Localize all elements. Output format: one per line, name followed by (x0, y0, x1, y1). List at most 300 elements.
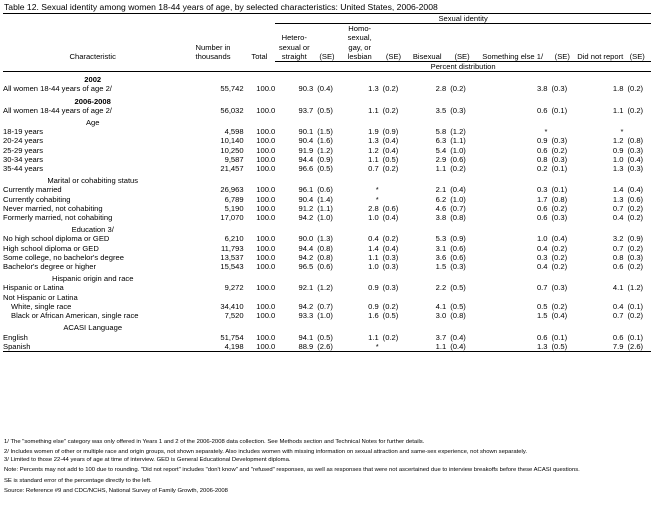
se-cell: (1.0) (317, 213, 333, 223)
homo-cell: 0.7 (368, 164, 379, 174)
header-total: Total (251, 52, 268, 62)
total-cell (244, 293, 276, 302)
did-not-report-cell: 1.0 (612, 154, 624, 164)
empty-cell (341, 222, 379, 234)
se-cell: (0.2) (551, 301, 568, 311)
hetero-cell: 94.2 (298, 252, 314, 262)
data-table (3, 13, 651, 352)
did-not-report-cell: 0.7 (612, 203, 624, 213)
se-cell (548, 127, 578, 136)
empty-cell (478, 222, 548, 234)
empty-cell (379, 115, 409, 127)
table-row (3, 155, 651, 164)
something-else-cell: 0.7 (536, 283, 548, 293)
something-else-cell: 1.0 (536, 234, 548, 244)
empty-cell (623, 173, 651, 185)
number-cell: 5,190 (224, 203, 244, 213)
empty-cell (548, 72, 578, 85)
empty-cell (275, 222, 313, 234)
hetero-cell: 91.2 (298, 203, 314, 213)
footnotes (4, 439, 650, 498)
empty-cell (478, 173, 548, 185)
empty-cell (341, 320, 379, 332)
se-cell: (0.6) (450, 243, 466, 253)
header-se: (SE) (319, 51, 335, 61)
row-label: Bachelor's degree or higher (3, 262, 97, 272)
se-cell: (0.2) (627, 262, 644, 272)
empty-cell (478, 320, 548, 332)
table-row (3, 333, 651, 342)
number-cell: 17,070 (220, 213, 244, 223)
total-cell: 100.0 (256, 164, 276, 174)
table-row (3, 195, 651, 204)
header-homo: Homo- sexual, gay, or lesbian (347, 24, 372, 61)
total-cell: 100.0 (256, 243, 276, 253)
header-sexual-identity: Sexual identity (275, 14, 651, 24)
empty-cell (548, 222, 578, 234)
section-heading: Marital or cohabiting status (47, 176, 139, 186)
se-cell: (0.3) (551, 136, 568, 146)
number-cell: 6,789 (224, 194, 244, 204)
se-cell: (0.8) (450, 311, 466, 321)
se-cell: (2.6) (623, 342, 651, 352)
something-else-cell: 3.8 (536, 84, 548, 94)
empty-cell (182, 173, 243, 185)
did-not-report-cell: 0.4 (612, 213, 624, 223)
total-cell: 100.0 (256, 145, 276, 155)
empty-cell (548, 173, 578, 185)
did-not-report-cell: 1.3 (612, 164, 624, 174)
row-label: 35-44 years (3, 164, 44, 174)
se-cell: (0.4) (551, 234, 568, 244)
bisexual-cell: 4.6 (435, 203, 447, 213)
empty-cell (408, 115, 446, 127)
empty-cell (623, 320, 651, 332)
bisexual-cell: 6.3 (435, 136, 447, 146)
se-cell: (0.7) (317, 301, 333, 311)
empty-cell (341, 94, 379, 106)
section-heading: 2006-2008 (74, 96, 111, 106)
table-row (3, 204, 651, 213)
empty-cell (275, 115, 313, 127)
empty-cell (182, 320, 243, 332)
something-else-cell: 0.6 (536, 213, 548, 223)
se-cell: (0.6) (450, 252, 466, 262)
header-percent-distribution: Percent distribution (275, 62, 651, 72)
table-row (3, 302, 651, 311)
number-cell (182, 293, 243, 302)
number-cell: 6,210 (224, 234, 244, 244)
se-cell: (0.8) (450, 213, 466, 223)
se-cell: (0.3) (551, 283, 568, 293)
hetero-cell: 96.5 (298, 262, 314, 272)
number-cell: 51,754 (220, 332, 244, 342)
homo-cell: 1.4 (368, 243, 379, 253)
empty-cell (379, 94, 409, 106)
empty-cell (548, 115, 578, 127)
se-cell: (0.8) (317, 252, 333, 262)
empty-cell (182, 72, 243, 85)
did-not-report-cell: 0.7 (612, 311, 624, 321)
something-else-cell: 1.5 (536, 311, 548, 321)
total-cell: 100.0 (256, 332, 276, 342)
se-cell: (0.1) (627, 301, 644, 311)
homo-cell: 1.1 (368, 332, 379, 342)
bisexual-cell: 5.8 (435, 127, 447, 137)
se-cell: (1.1) (317, 203, 333, 213)
number-cell: 21,457 (220, 164, 244, 174)
empty-cell (446, 222, 478, 234)
se-cell: (0.5) (317, 164, 333, 174)
row-label: Formerly married, not cohabiting (3, 213, 113, 223)
se-cell: (1.4) (317, 194, 333, 204)
number-cell: 4,598 (224, 127, 244, 137)
empty-cell (313, 115, 340, 127)
table-row (3, 244, 651, 253)
se-cell: (0.2) (551, 262, 568, 272)
header-se: (SE) (629, 51, 645, 61)
row-label: English (3, 332, 28, 342)
se-cell: (0.6) (450, 154, 466, 164)
table-row (3, 146, 651, 155)
empty-cell (244, 115, 276, 127)
row-label: Currently married (3, 185, 62, 195)
number-cell: 10,250 (220, 145, 244, 155)
se-cell: (0.3) (627, 145, 644, 155)
total-cell: 100.0 (256, 262, 276, 272)
empty-cell (478, 271, 548, 283)
header-hetero: Hetero- sexual or straight (278, 33, 310, 61)
se-cell: (0.6) (627, 194, 644, 204)
homo-cell: 1.3 (368, 136, 379, 146)
hetero-cell: 88.9 (275, 342, 313, 352)
se-cell: (1.2) (450, 127, 466, 137)
something-else-cell: 1.7 (536, 194, 548, 204)
empty-cell (446, 94, 478, 106)
empty-cell (408, 222, 446, 234)
hetero-cell: 94.1 (298, 332, 314, 342)
se-cell: (0.2) (382, 105, 399, 115)
did-not-report-cell: 1.1 (612, 105, 624, 115)
bisexual-cell (408, 293, 446, 302)
se-cell: (1.0) (450, 194, 466, 204)
se-cell (623, 127, 651, 136)
se-cell: (0.2) (551, 145, 568, 155)
hetero-cell: 93.7 (298, 105, 314, 115)
did-not-report-cell: 1.2 (612, 136, 624, 146)
number-cell: 9,272 (224, 283, 244, 293)
se-cell: (1.2) (317, 283, 333, 293)
hetero-cell: 90.1 (298, 127, 314, 137)
homo-cell: 1.1 (368, 252, 379, 262)
se-cell: (0.2) (382, 164, 399, 174)
did-not-report-cell: 0.4 (612, 301, 624, 311)
total-cell: 100.0 (256, 234, 276, 244)
se-cell (379, 185, 409, 194)
total-cell: 100.0 (256, 311, 276, 321)
did-not-report-cell: 1.3 (612, 194, 624, 204)
homo-cell (341, 293, 379, 302)
homo-cell: 1.1 (368, 105, 379, 115)
number-cell: 55,742 (220, 84, 244, 94)
se-cell: (0.6) (317, 185, 333, 195)
se-cell: (0.5) (382, 154, 399, 164)
se-cell: (0.8) (627, 136, 644, 146)
empty-cell (379, 173, 409, 185)
empty-cell (577, 271, 623, 283)
empty-cell (623, 72, 651, 85)
se-cell: (1.5) (317, 127, 333, 137)
empty-cell (244, 222, 276, 234)
empty-cell (623, 94, 651, 106)
hetero-cell: 94.4 (298, 154, 314, 164)
se-cell (313, 293, 340, 302)
number-cell: 15,543 (220, 262, 244, 272)
homo-cell: 1.6 (368, 311, 379, 321)
section-heading: Hispanic origin and race (51, 274, 134, 284)
did-not-report-cell: 0.6 (612, 332, 624, 342)
empty-cell (313, 72, 340, 85)
bisexual-cell: 3.8 (435, 213, 447, 223)
hetero-cell: 96.6 (298, 164, 314, 174)
homo-cell: * (341, 342, 379, 352)
empty-cell (577, 72, 623, 85)
se-cell: (0.2) (450, 84, 466, 94)
number-cell: 26,963 (220, 185, 244, 195)
empty-cell (478, 72, 548, 85)
se-cell: (0.8) (317, 243, 333, 253)
bisexual-cell: 3.6 (435, 252, 447, 262)
total-cell: 100.0 (256, 283, 276, 293)
total-cell: 100.0 (256, 301, 276, 311)
se-cell: (0.4) (627, 154, 644, 164)
total-cell: 100.0 (256, 252, 276, 262)
se-cell: (0.5) (450, 301, 466, 311)
row-label: All women 18-44 years of age 2/ (3, 84, 112, 94)
se-cell: (0.4) (382, 136, 399, 146)
se-cell: (0.3) (382, 252, 399, 262)
se-cell: (0.1) (551, 105, 568, 115)
se-cell: (0.4) (382, 213, 399, 223)
number-cell: 10,140 (220, 136, 244, 146)
row-label: Never married, not cohabiting (3, 203, 103, 213)
row-label: Spanish (3, 342, 182, 352)
table-row (3, 84, 651, 93)
bisexual-cell: 3.5 (435, 105, 447, 115)
row-label: White, single race (11, 301, 72, 311)
homo-cell: 0.4 (368, 234, 379, 244)
empty-cell (577, 173, 623, 185)
table-row (3, 342, 651, 352)
something-else-cell: 1.3 (478, 342, 548, 352)
empty-cell (313, 222, 340, 234)
empty-cell (244, 94, 276, 106)
homo-cell: 1.9 (368, 127, 379, 137)
hetero-cell: 96.1 (298, 185, 314, 195)
row-label: 18-19 years (3, 127, 44, 137)
se-cell: (0.2) (627, 311, 644, 321)
se-cell: (0.2) (450, 164, 466, 174)
empty-cell (275, 72, 313, 85)
hetero-cell: 94.2 (298, 213, 314, 223)
bisexual-cell: 4.1 (435, 301, 447, 311)
bisexual-cell: 2.1 (435, 185, 447, 195)
homo-cell: * (375, 194, 379, 204)
se-cell: (0.2) (382, 301, 399, 311)
table-row (3, 311, 651, 320)
empty-cell (379, 271, 409, 283)
se-cell: (0.2) (627, 105, 644, 115)
se-cell: (0.9) (450, 234, 466, 244)
empty-cell (275, 271, 313, 283)
empty-cell (341, 115, 379, 127)
se-cell: (0.3) (627, 252, 644, 262)
footnote: Note: Percents may not add to 100 due to rounding. "Did not report" includes "don't know" and "refused" responses, as well as responses that were not ascertained due to interview breakoffs before these ACASI questions. (4, 467, 580, 474)
row-label: 25-29 years (3, 145, 44, 155)
empty-cell (313, 320, 340, 332)
something-else-cell: 0.9 (536, 136, 548, 146)
empty-cell (623, 222, 651, 234)
empty-cell (313, 94, 340, 106)
number-cell: 4,198 (182, 342, 243, 352)
header-number: Number in thousands (195, 43, 231, 62)
bisexual-cell: 3.1 (435, 243, 447, 253)
empty-cell (275, 320, 313, 332)
something-else-cell: * (544, 127, 548, 137)
row-label: Some college, no bachelor's degree (3, 252, 124, 262)
se-cell: (0.1) (627, 332, 644, 342)
se-cell: (0.2) (382, 234, 399, 244)
se-cell: (0.3) (382, 283, 399, 293)
se-cell: (0.9) (627, 234, 644, 244)
empty-cell (577, 320, 623, 332)
se-cell (446, 293, 478, 302)
header-something-else: Something else 1/ (482, 51, 544, 61)
se-cell: (1.3) (317, 234, 333, 244)
se-cell: (0.1) (551, 185, 568, 195)
se-cell: (2.6) (313, 342, 340, 352)
se-cell: (0.3) (382, 262, 399, 272)
empty-cell (408, 173, 446, 185)
se-cell: (0.5) (382, 311, 399, 321)
se-cell: (1.1) (450, 136, 466, 146)
se-cell: (0.4) (627, 185, 644, 195)
row-label: All women 18-44 years of age 2/ (3, 105, 112, 115)
se-cell: (0.9) (317, 154, 333, 164)
se-cell: (0.3) (551, 154, 568, 164)
total-cell: 100.0 (256, 105, 276, 115)
hetero-cell: 94.2 (298, 301, 314, 311)
se-cell: (1.0) (450, 145, 466, 155)
section-heading: Age (85, 118, 100, 128)
hetero-cell: 90.3 (298, 84, 314, 94)
footnote: 3/ Limited to those 22-44 years of age at time of interview. GED is General Educational Development diploma. (4, 456, 291, 463)
hetero-cell: 91.9 (298, 145, 314, 155)
homo-cell: 1.0 (368, 213, 379, 223)
hetero-cell: 90.4 (298, 136, 314, 146)
empty-cell (182, 271, 243, 283)
table-row (3, 164, 651, 173)
empty-cell (408, 72, 446, 85)
number-cell: 56,032 (220, 105, 244, 115)
se-cell: (0.4) (450, 332, 466, 342)
total-cell: 100.0 (256, 203, 276, 213)
bisexual-cell: 3.0 (435, 311, 447, 321)
homo-cell: 2.8 (368, 203, 379, 213)
empty-cell (379, 222, 409, 234)
row-label: 20-24 years (3, 136, 44, 146)
se-cell: (0.2) (627, 243, 644, 253)
table-row (3, 253, 651, 262)
number-cell: 7,520 (224, 311, 244, 321)
se-cell: (0.2) (551, 203, 568, 213)
empty-cell (446, 271, 478, 283)
empty-cell (446, 173, 478, 185)
bisexual-cell: 6.2 (435, 194, 447, 204)
number-cell: 34,410 (220, 301, 244, 311)
se-cell: (0.2) (627, 84, 644, 94)
se-cell (379, 293, 409, 302)
se-cell (548, 293, 578, 302)
number-cell: 13,537 (220, 252, 244, 262)
hetero-cell: 93.3 (298, 311, 314, 321)
empty-cell (341, 72, 379, 85)
something-else-cell: 0.4 (536, 243, 548, 253)
did-not-report-cell: 3.2 (612, 234, 624, 244)
se-cell: (0.4) (317, 84, 333, 94)
se-cell: (0.3) (450, 262, 466, 272)
table-row (3, 234, 651, 243)
row-label: Currently cohabiting (3, 194, 71, 204)
empty-cell (313, 271, 340, 283)
something-else-cell: 0.3 (536, 252, 548, 262)
empty-cell (446, 320, 478, 332)
empty-cell (379, 320, 409, 332)
did-not-report-cell: 0.9 (612, 145, 624, 155)
se-cell: (0.4) (450, 185, 466, 195)
empty-cell (379, 72, 409, 85)
footnote: 2/ Includes women of other or multiple race and origin groups, not shown separately. Also includes women with missing information on sexual attraction and same-sex experience, not shown separately. (4, 449, 528, 456)
did-not-report-cell (577, 293, 623, 302)
row-label: Black or African American, single race (11, 311, 139, 321)
did-not-report-cell: 0.7 (612, 243, 624, 253)
hetero-cell: 90.4 (298, 194, 314, 204)
section-heading: ACASI Language (63, 323, 123, 333)
row-label: 30-34 years (3, 154, 44, 164)
empty-cell (182, 115, 243, 127)
se-cell: (0.2) (382, 332, 399, 342)
empty-cell (244, 173, 276, 185)
bisexual-cell: 1.1 (435, 164, 447, 174)
empty-cell (244, 320, 276, 332)
bisexual-cell: 1.5 (435, 262, 447, 272)
empty-cell (577, 115, 623, 127)
homo-cell: 1.2 (368, 145, 379, 155)
total-cell: 100.0 (244, 342, 276, 352)
se-cell: (0.5) (450, 283, 466, 293)
row-label: Hispanic or Latina (3, 283, 64, 293)
se-cell: (0.2) (551, 243, 568, 253)
empty-cell (623, 271, 651, 283)
something-else-cell: 0.2 (536, 164, 548, 174)
se-cell: (1.2) (627, 283, 644, 293)
table-row (3, 213, 651, 222)
total-cell: 100.0 (256, 154, 276, 164)
total-cell: 100.0 (256, 213, 276, 223)
section-heading: Education 3/ (71, 225, 114, 235)
empty-cell (446, 72, 478, 85)
bisexual-cell: 5.3 (435, 234, 447, 244)
